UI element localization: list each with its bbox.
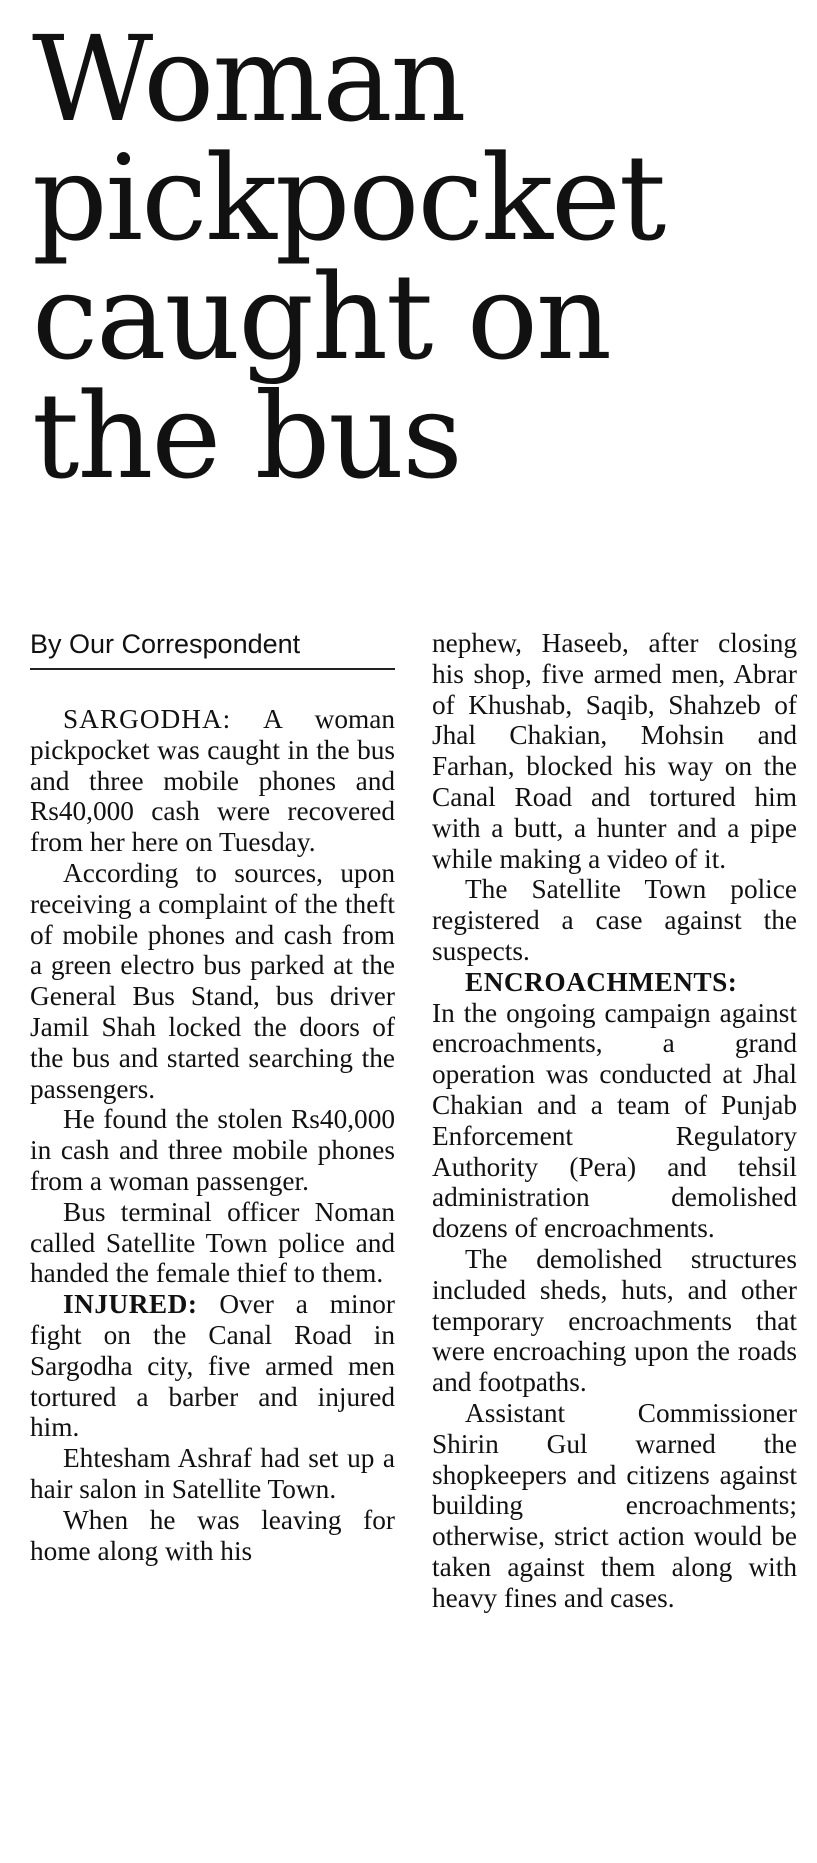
paragraph-nephew: nephew, Haseeb, after closing his shop, five armed men, Abrar of Khushab, Saqib, Shahzeb of Jhal Chakian, Mohsin and Farhan, blocked his way on the Canal Road and tortured him with a butt, a hunter and a pipe while making a video of it. xyxy=(432,628,797,874)
right-column xyxy=(432,628,797,1614)
paragraph-demolished: The demolished structures included sheds, huts, and other temporary encroachments that were encroaching upon the roads and footpaths. xyxy=(432,1243,797,1398)
paragraph-injured xyxy=(30,1289,395,1443)
byline: By Our Correspondent xyxy=(30,628,395,670)
headline-line-4: the bus xyxy=(32,367,461,505)
dateline: SARGODHA: xyxy=(63,704,232,734)
headline xyxy=(32,10,802,505)
paragraph-campaign: In the ongoing campaign against encroachments, a grand operation was conducted at Jhal Chakian and a team of Punjab Enforcement Regulatory Authority (Pera) and tehsil administration demolished dozens of encroachments. xyxy=(432,997,797,1244)
lead-paragraph xyxy=(30,704,395,858)
left-column xyxy=(30,628,395,1566)
paragraph-found: He found the stolen Rs40,000 in cash and three mobile phones from a woman passenger. xyxy=(30,1104,395,1196)
headline-line-2: pickpocket xyxy=(32,129,665,267)
paragraph-case-registered: The Satellite Town police registered a case against the suspects. xyxy=(432,874,797,966)
headline-line-1: Woman xyxy=(32,10,465,148)
paragraph-warning: Assistant Commissioner Shirin Gul warned the shopkeepers and citizens against building encroachments; otherwise, strict action would be taken against them along with heavy fines and cases. xyxy=(432,1397,797,1613)
paragraph-terminal-officer: Bus terminal officer Noman called Satellite Town police and handed the female thief to them. xyxy=(30,1196,395,1289)
paragraph-leaving: When he was leaving for home along with his xyxy=(30,1504,395,1566)
injured-text: Over a minor fight on the Canal Road in Sargodha city, five armed men tortured a barber and injured him. xyxy=(30,1289,395,1443)
headline-line-3: caught on xyxy=(32,248,610,386)
paragraph-sources: According to sources, upon receiving a complaint of the theft of mobile phones and cash from a green electro bus parked at the General Bus Stand, bus driver Jamil Shah locked the doors of the bus and started searching the passengers. xyxy=(30,857,395,1104)
paragraph-salon: Ehtesham Ashraf had set up a hair salon in Satellite Town. xyxy=(30,1443,395,1504)
lead-text: A woman pickpocket was caught in the bus and three mobile phones and Rs40,000 cash were recovered from her here on Tuesday. xyxy=(30,704,395,858)
subhead-encroachments: ENCROACHMENTS: xyxy=(465,966,738,997)
subhead-injured: INJURED: xyxy=(63,1289,198,1320)
paragraph-encroachments-subhead xyxy=(432,967,797,998)
